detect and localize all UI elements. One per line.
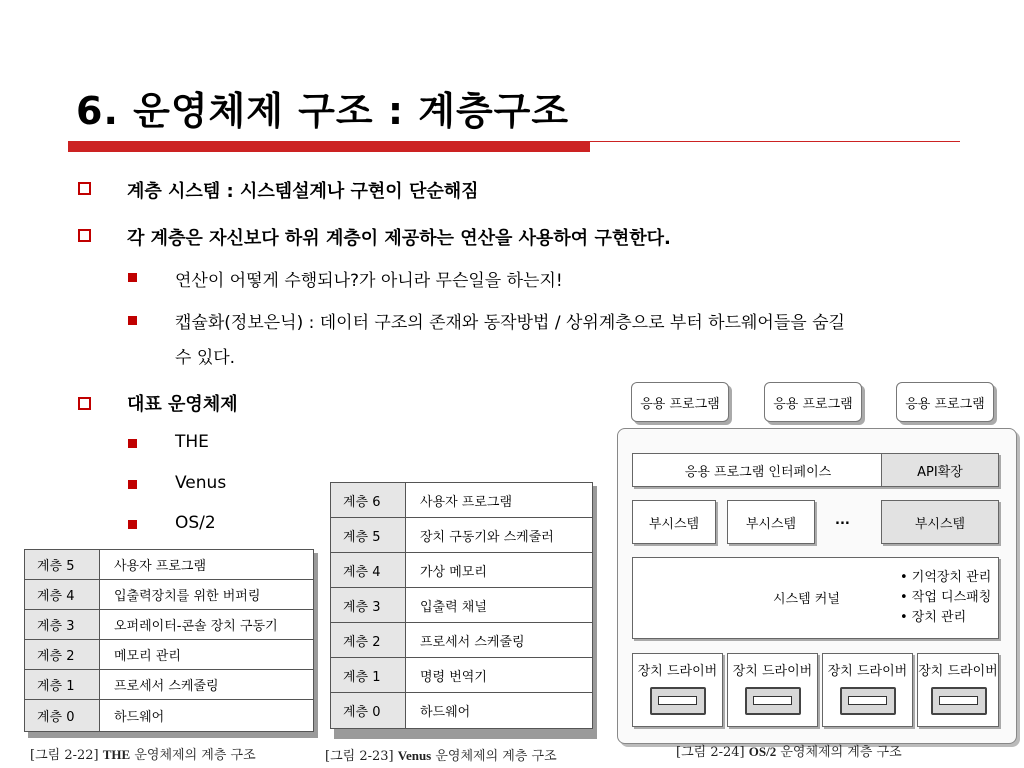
api-extension-box: API확장 <box>881 453 999 487</box>
sub-bullet-operation: 연산이 어떻게 수행되나?가 아니라 무슨일을 하는지! <box>175 271 563 291</box>
layer-desc: 오퍼레이터-콘솔 장치 구동기 <box>100 610 314 640</box>
filled-square-bullet-icon <box>128 439 137 448</box>
table-row <box>25 640 314 670</box>
layer-desc: 입출력 채널 <box>406 588 593 623</box>
subsystem-ellipsis: ... <box>835 513 850 528</box>
title-accent-bar <box>68 141 590 152</box>
filled-square-bullet-icon <box>128 273 137 282</box>
layer-label: 계층 2 <box>25 640 100 670</box>
layer-label: 계층 5 <box>25 550 100 580</box>
caption-os-name: Venus <box>397 748 432 763</box>
device-driver-box <box>917 653 999 727</box>
layer-label: 계층 3 <box>25 610 100 640</box>
api-interface-box: 응용 프로그램 인터페이스 <box>632 453 884 487</box>
table-row <box>331 483 593 518</box>
app-program-box: 응용 프로그램 <box>631 382 729 422</box>
device-driver-box <box>727 653 818 727</box>
bullet-representative-os: 대표 운영체제 <box>127 394 238 415</box>
kernel-label: 시스템 커널 <box>773 592 840 607</box>
venus-layer-table <box>330 482 593 729</box>
disk-drive-icon <box>650 687 706 715</box>
layer-label: 계층 4 <box>331 553 406 588</box>
os2-caption <box>676 741 902 760</box>
caption-figure-number: [그림 2-24] <box>676 745 745 760</box>
layer-label: 계층 2 <box>331 623 406 658</box>
subsystem-box: 부시스템 <box>727 500 815 544</box>
table-row <box>25 550 314 580</box>
layer-desc: 명령 번역기 <box>406 658 593 693</box>
kernel-item: • 작업 디스패칭 <box>900 590 992 605</box>
caption-figure-number: [그림 2-23] <box>325 749 394 764</box>
layer-desc: 프로세서 스케줄링 <box>100 670 314 700</box>
filled-square-bullet-icon <box>128 520 137 529</box>
table-row <box>331 588 593 623</box>
hollow-square-bullet-icon <box>78 229 91 242</box>
venus-caption <box>325 745 557 764</box>
layer-label: 계층 4 <box>25 580 100 610</box>
table-row <box>331 658 593 693</box>
filled-square-bullet-icon <box>128 316 137 325</box>
layer-label: 계층 1 <box>331 658 406 693</box>
layer-desc: 프로세서 스케줄링 <box>406 623 593 658</box>
driver-label: 장치 드라이버 <box>732 664 813 679</box>
slide-title: 6. 운영체제 구조 : 계층구조 <box>76 89 570 133</box>
hollow-square-bullet-icon <box>78 397 91 410</box>
layer-label: 계층 1 <box>25 670 100 700</box>
table-row <box>25 700 314 732</box>
layer-desc: 가상 메모리 <box>406 553 593 588</box>
layer-desc: 입출력장치를 위한 버퍼링 <box>100 580 314 610</box>
bullet-layered-system: 계층 시스템 : 시스템설계나 구현이 단순해짐 <box>127 181 479 202</box>
subsystem-box: 부시스템 <box>632 500 716 544</box>
the-caption <box>30 744 256 763</box>
layer-label: 계층 6 <box>331 483 406 518</box>
caption-text: 운영체제의 계층 구조 <box>134 748 256 763</box>
kernel-item: • 장치 관리 <box>900 610 967 625</box>
caption-figure-number: [그림 2-22] <box>30 748 99 763</box>
layer-desc: 하드웨어 <box>406 693 593 729</box>
device-driver-box <box>632 653 723 727</box>
hollow-square-bullet-icon <box>78 182 91 195</box>
subsystem-box: 부시스템 <box>881 500 999 544</box>
disk-drive-icon <box>931 687 987 715</box>
sub-bullet-encapsulation-cont: 수 있다. <box>175 348 236 368</box>
layer-desc: 사용자 프로그램 <box>100 550 314 580</box>
kernel-functions <box>900 568 991 628</box>
table-row <box>25 580 314 610</box>
table-row <box>331 553 593 588</box>
sub-bullet-encapsulation: 캡슐화(정보은닉) : 데이터 구조의 존재와 동작방법 / 상위계층으로 부터 하드웨어들을 숨길 <box>175 313 845 333</box>
layer-label: 계층 0 <box>25 700 100 732</box>
app-program-box: 응용 프로그램 <box>764 382 862 422</box>
os-item-os2: OS/2 <box>175 513 216 533</box>
disk-drive-icon <box>745 687 801 715</box>
caption-text: 운영체제의 계층 구조 <box>435 749 557 764</box>
filled-square-bullet-icon <box>128 480 137 489</box>
driver-label: 장치 드라이버 <box>827 664 908 679</box>
layer-desc: 사용자 프로그램 <box>406 483 593 518</box>
the-layer-table <box>24 549 314 732</box>
os-item-the: THE <box>175 432 209 452</box>
layer-desc: 하드웨어 <box>100 700 314 732</box>
disk-drive-icon <box>840 687 896 715</box>
table-row <box>331 518 593 553</box>
table-row <box>25 670 314 700</box>
kernel-item: • 기억장치 관리 <box>900 570 992 585</box>
driver-label: 장치 드라이버 <box>637 664 718 679</box>
table-row <box>331 623 593 658</box>
system-kernel-box <box>632 557 999 639</box>
os-item-venus: Venus <box>175 473 227 493</box>
table-row <box>331 693 593 729</box>
table-row <box>25 610 314 640</box>
layer-desc: 장치 구동기와 스케줄러 <box>406 518 593 553</box>
layer-label: 계층 0 <box>331 693 406 729</box>
app-program-box: 응용 프로그램 <box>896 382 994 422</box>
bullet-each-layer: 각 계층은 자신보다 하위 계층이 제공하는 연산을 사용하여 구현한다. <box>127 228 671 249</box>
device-driver-box <box>822 653 913 727</box>
caption-text: 운영체제의 계층 구조 <box>780 745 902 760</box>
caption-os-name: THE <box>102 747 131 762</box>
layer-label: 계층 3 <box>331 588 406 623</box>
driver-label: 장치 드라이버 <box>918 664 998 679</box>
layer-desc: 메모리 관리 <box>100 640 314 670</box>
caption-os-name: OS/2 <box>748 744 777 759</box>
layer-label: 계층 5 <box>331 518 406 553</box>
